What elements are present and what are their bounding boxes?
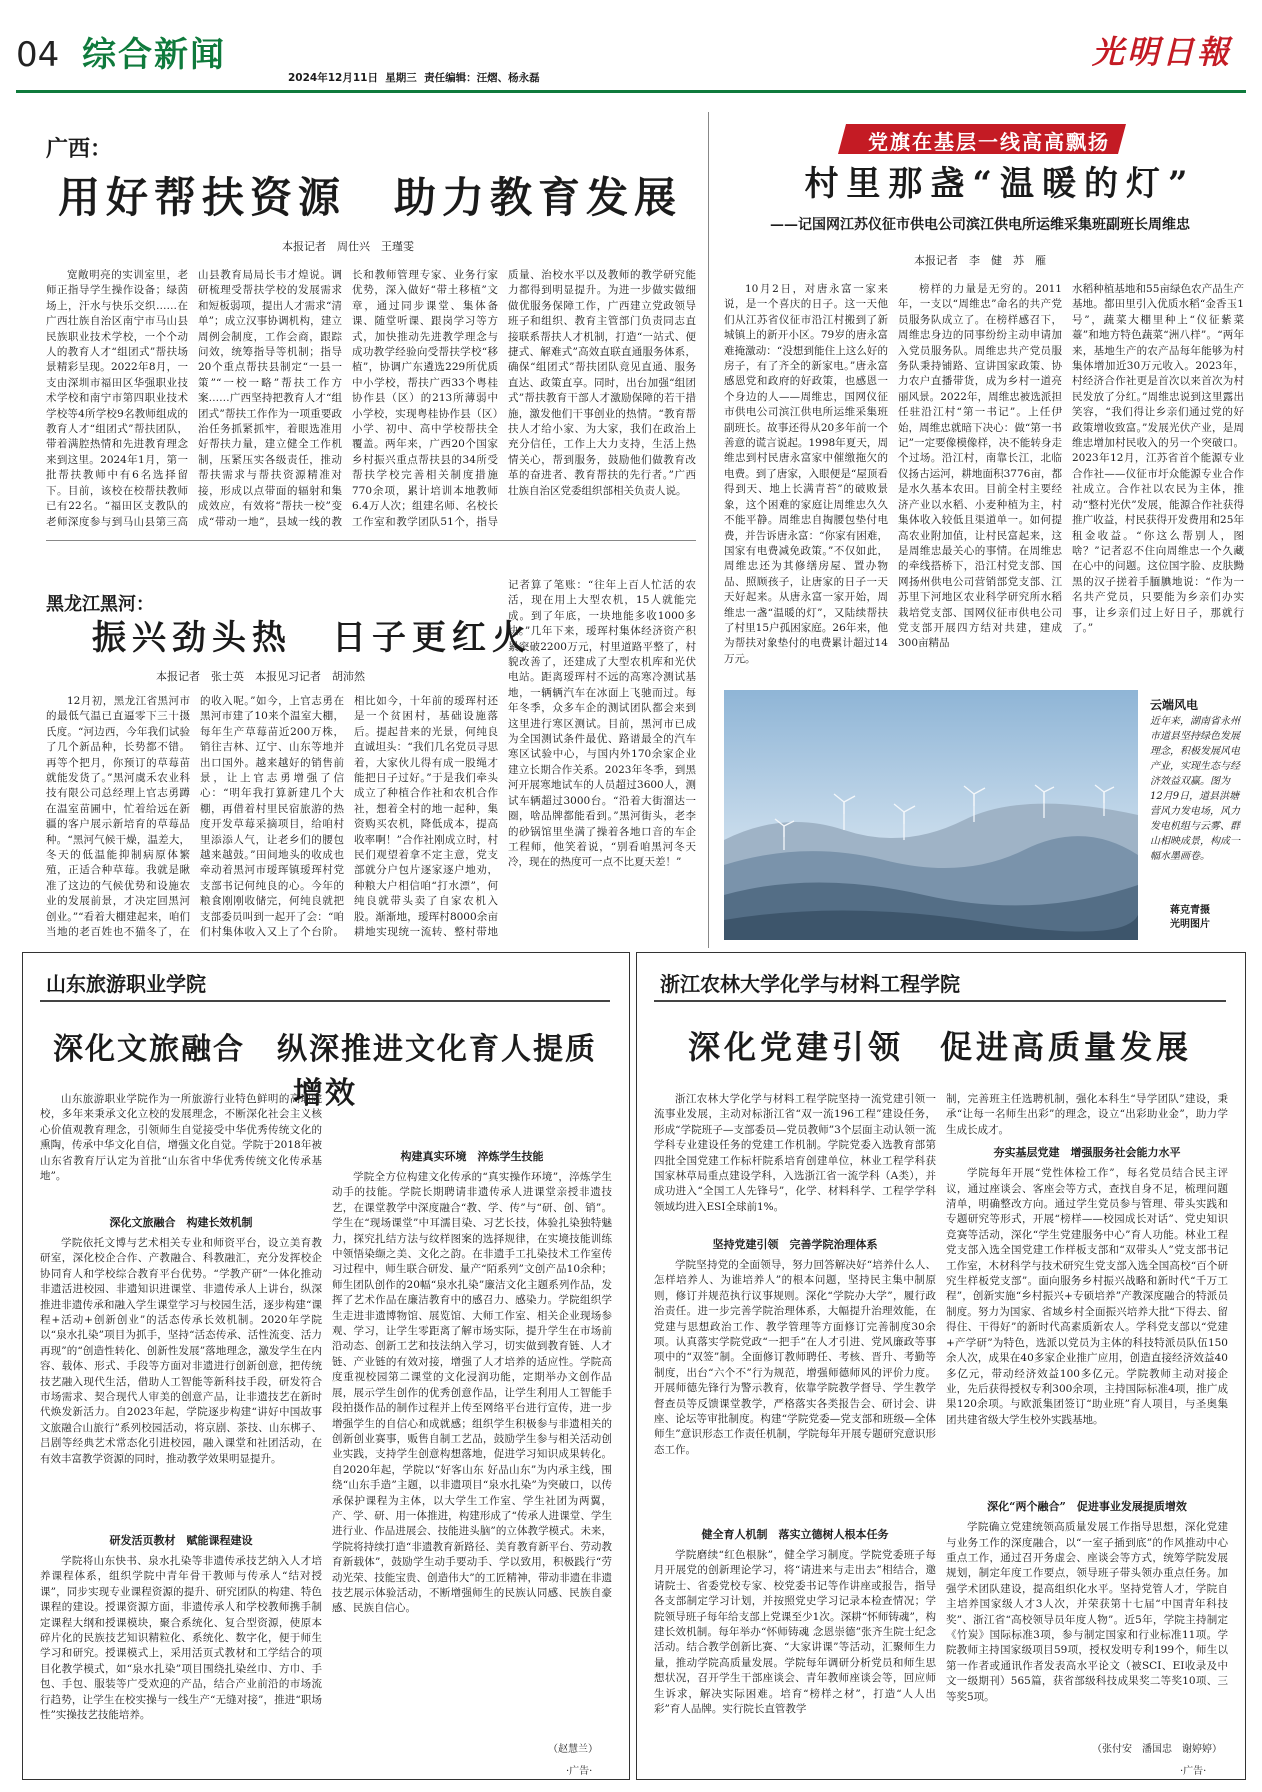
weekday: 星期三 bbox=[385, 72, 417, 84]
zj-col-2 bbox=[946, 1092, 1228, 1752]
hlj-col-3: 相比如今，十年前的瑷珲村还是一个贫困村，基础设施落后。提起昔来的光景，何纯良直诚坦头：“我们几名党员寻思着，大家伙儿得有成一股绳才能把日子过好。”于是我们牵头成立了种植合作社和农机合作社，想着全村的地一起种，集资购买农机，降低成本，提高收率啊！”合作社刚成立时，村民们观望着拿不定主意，党支部就分户包片逐家逐户地劝，种粮大户相信咱“打水漂”，何纯良就带头卖了自家农机入股。渐渐地，瑷珲村8000余亩耕地实现统一流转、整村带地 bbox=[354, 695, 498, 939]
gx-kicker: 广西： bbox=[46, 136, 113, 162]
zj-p2: 学院磨续“红色根脉”，健全学习制度。学院党委班子每月开展党的创新理论学习，将“请进来与走出去”相结合，邀请院士、省委党校专家、校党委书记等作讲座或报告，指导各支部制定学习计划，并按照党史学习记录本检查情况；学院领导班子每年给支部上党课至少1次。深耕“怀师铸魂”，构建长效机制。每年举办“怀师铸魂 念恩崇德”张齐生院士纪念活动。结合教学创新比赛、“大家讲课”等活动，汇聚师生力量，推动学院高质量发展。学院每年调研分析党员和师生思想状况，召开学生干部座谈会、青年教师座谈会等，回应师生诉求，解决实际困难。培育“榜样之材”，打造“人人出彩”育人品牌。实行院长直管教学 bbox=[654, 1549, 936, 1716]
cun-subtitle: ——记国网江苏仪征市供电公司滨江供电所运维采集班副班长周维忠 bbox=[770, 217, 1190, 233]
zj-h1: 坚持党建引领 完善学院治理体系 bbox=[712, 1238, 878, 1251]
sd-org: 山东旅游职业学院 bbox=[46, 972, 206, 996]
sd-intro: 山东旅游职业学院作为一所旅游行业特色鲜明的高职院校，多年来秉承文化立校的发展理念，不断深化社会主义核心价值观教育理念，引领师生自觉接受中华优秀传统文化的熏陶，传承中华文化自信，增强文化自觉。学院于2018年被山东省教育厅认定为首批“山东省中华优秀传统文化传承基地”。 bbox=[40, 1093, 322, 1183]
cun-col-3: 水稻种植基地和55亩绿色农产品生产基地。都田里引入优质水稻“金香玉1号”，蔬菜大棚里种上“仪征紫菜薹”和地方特色蔬菜“洲八样”。“两年来，基地生产的农产品每年能够为村集体增加近30万元收入。2023年，村经济合作社更是首次以来首次为村民发放了分红。”周维忠说到这里露出笑容，“我们得让乡亲们通过党的好政策增收致富。”发展光伏产业，是周维忠增加村民收入的另一个突破口。2023年12月，江苏省首个能源专业合作社——仪征市圩众能源专业合作社成立。合作社以农民为主体，推动“整村光伏”发展，能源合作社获得推广收益，村民获得开发费用和25年租金收益。“你这么帮别人，图啥？”记者忍不住向周维忠一个久藏在心中的问题。这位国字脸、皮肤黝黑的汉子搓着手腼腆地说：“作为一名共产党员，只要能为乡亲们办实事，让乡亲们过上好日子，那就行了。” bbox=[1072, 283, 1244, 634]
landscape-image bbox=[724, 690, 1138, 940]
sd-rule bbox=[40, 1000, 610, 1002]
zj-author: （张付安 潘国忠 谢婷婷） bbox=[1092, 1744, 1222, 1755]
hlj-col-1: 12月初，黑龙江省黑河市的最低气温已直逼零下三十摄氏度。“河边西，今年我们试验了几个新品种，长势都不错。再等个把月，你预订的草莓苗就能发货了。”黑河虞禾农业科技有限公司总经理上官志勇蹲在温室苗圃中，忙着给远在新疆的客户展示新培育的草莓品种。“黑河气候干燥，温差大，冬天的低温能抑制病原体繁殖，正适合种草莓。我就是瞅准了这边的气候优势和设施农业的发展前景，才决定回黑河创业。”“看着大棚建起来，咱们当地的老百姓也不猫冬了，在 bbox=[46, 695, 190, 939]
sd-author: （赵慧兰） bbox=[548, 1744, 598, 1755]
masthead-rule bbox=[16, 90, 1246, 93]
hlj-byline: 本报记者 张士英 本报见习记者 胡沛然 bbox=[156, 670, 365, 683]
zj-p4: 学院确立党建统领高质量发展工作指导思想，深化党建与业务工作的深度融合，以“一室子插到底”的作风推动中心重点工作，通过召开务虚会、座谈会等方式，统筹学院发展规划，制定年度工作要点，领导班子带头领办重点任务。加强学术团队建设，提高组织化水平。坚持党管人才，学院自主培养国家级人才3人次，并荣获第十七届“中国青年科技奖”、浙江省“高校领导员年度人物”。近5年，学院主持制定《竹炭》国际标准3项，参与制定国家和行业标准11项。学院教师主持国家级项目59项，授权发明专利199个，师生以第一作者或通讯作者发表高水平论文（被SCI、EI收录及中文一级期刊）565篇，获省部级科技成果奖二等奖10项、三等奖5项。 bbox=[946, 1521, 1228, 1703]
sd-h1: 深化文旅融合 构建长效机制 bbox=[109, 1216, 253, 1229]
sd-p3: 学院全方位构建文化传承的“真实操作环境”，淬炼学生动手的技能。学院长期聘请非遗传承人进课堂亲授非遗技艺，在课堂教学中深度融合“教、学、传”与“研、创、销”。学生在“现场课堂”中耳濡目染、习艺长技，体验扎染独特魅力，探究扎结方法与纹样图案的选择规律，在实境技能训练中领悟染缬之美、文化之韵。在非遗手工扎染技术工作室传习过程中，师生联合研发、量产“陌系列”文创产品10余种；师生团队创作的20幅“泉水扎染”廉洁文化主题系列作品，发挥了艺术作品在廉洁教育中的感召力、感染力。学院组织学生走进非遗博物馆、展览馆、大师工作室、相关企业现场参观、学习，让学生零距离了解市场实际，提升学生在市场前沿动态、创新工艺和技法纳入学习，切实做到教育链、人才链、产业链的有效对接，增强了人才培养的适应性。学院高度重视校园第二课堂的文化浸润功能，定期举办文创作品展，展示学生创作的优秀创意作品，让学生利用人工智能手段拍摄作品的制作过程并上传至网络平台进行宣传，进一步增强学生的自信心和成就感；组织学生积极参与非遗相关的创新创业赛事，贩售自制工艺品，鼓励学生参与相关活动创业实践，支持学生创意构想落地，促进学习知识成果转化。自2020年起，学院以“好客山东 好品山东”为内承主线，围绕“山东手造”主题，以非遗项目“泉水扎染”为突破口，以传承保护课程为主体，以大学生工作室、学生社团为两翼，产、学、研、用一体推进，构建形成了“传承人进课堂、学生进行业、作品进展会、技能进头脑”的立体教学模式。未来，学院将持续打造“非遗教育新路径、美育教育新平台、劳动教育新载体”，鼓励学生动手要动手、学以致用，积极践行“劳动光荣、技能宝贵、创造伟大”的工匠精神，带动非遗在非遗技艺展示体验活动，不断增强师生的民族认同感、民族自豪感、民族自信心。 bbox=[332, 1171, 612, 1615]
wind-farm-photo bbox=[724, 690, 1138, 940]
zj-h4: 深化“两个融合” 促进事业发展提质增效 bbox=[987, 1500, 1187, 1514]
zj-ad-label: ·广告· bbox=[1180, 1766, 1207, 1777]
hlj-title: 振兴劲头热 日子更红火 bbox=[92, 618, 532, 658]
banner-text: 党旗在基层一线高高飘扬 bbox=[868, 130, 1110, 154]
issue-date bbox=[288, 70, 540, 85]
sd-p2: 学院将山东快书、泉水扎染等非遗传承技艺纳入人才培养课程体系，组织学院中青年骨干教师与传承人“结对授课”，同步实现专业课程资源的提升、研究团队的构建、特色课程的建设。授课资源方面，非遗传承人和学校教师携手制定课程大纲和授课模块，聚合系统化、复合型资源，使原本碎片化的民族技艺知识精粒化、系统化、数字化，便于师生学习和研究。授课模式上，采用活页式教材和工学结合的项目化教学模式，如“泉水扎染”项目围绕扎染丝巾、方巾、手包、手包、服装等广受欢迎的产品，结合产业前沿的市场流行趋势，让学生在校实操与一线生产“无缝对接”，推进“职场性”实操技艺技能培养。 bbox=[40, 1555, 322, 1722]
cun-title: 村里那盏“温暖的灯” bbox=[804, 164, 1196, 204]
zj-p2b: 制，完善班主任选聘机制，强化本科生“导学团队”建设，秉承“让每一名师生出彩”的理念，设立“出彩助业金”，助力学生成长成才。 bbox=[946, 1093, 1228, 1136]
sd-p1: 学院依托文博与艺术相关专业和师资平台，设立美育教研室，深化校企合作、产教融合、科教融汇，充分发挥校企协同育人和学校综合教育平台优势。“学教产研”一体化推动非遗活进校园、非遗知识进课堂、非遗传承人上讲台，纵深推进非遗传承和融入学生课堂学习与校园生活，逐步构建“课程+活动+创新创业”的活态传承长效机制。2020年学院以“泉水扎染”项目为抓手，坚持“活态传承、活性流变、活力再现”的“创造性转化、创新性发展”落地理念，激发学生在内容、载体、形式、手段等方面对非遗进行创新创意，把传统技艺融入现代生活，借助人工智能等新科技手段，研发符合市场需求、契合现代人审美的创意产品，让非遗技艺在新时代焕发新活力。自2023年起，学院逐步构建“讲好中国故事 文旅融合山旅行”系列校园活动，将京剧、茶技、山东梆子、吕剧等经典艺术常态化引进校园，融入课堂和社团活动，在有效丰富教学资源的同时，推动教学效果明显提升。 bbox=[40, 1237, 322, 1465]
paper-logo: 光明日報 bbox=[1092, 33, 1233, 71]
gx-col-3: 长和教师管理专家、业务行家优势，深入做好“带土移植”文章，通过同步课堂、集体备课、随堂听课、跟岗学习等方式，加快推动先进教学理念与成功教学经验向受帮扶学校“移植”，协调广东遴选229所优质中小学校，帮扶广西33个粤桂协作县（区）的213所薄弱中小学校，实现粤桂协作县（区）小学、初中、高中学校帮扶全覆盖。两年来，广西20个国家乡村振兴重点帮扶县的34所受帮扶学校完善相关制度措施770余项，累计培训本地教师6.4万人次；组建名师、名校长工作室和教学团队51个，指导 bbox=[352, 269, 498, 528]
gx-byline: 本报记者 周仕兴 王瑾雯 bbox=[282, 240, 414, 253]
cun-col-1: 10月2日，对唐永富一家来说，是一个喜庆的日子。这一天他们从江苏省仪征市沿江村搬到了新城镇上的新开小区。79岁的唐永富难掩激动：“没想到能住上这么好的房子，有了齐全的新家电。”唐永富感恩党和政府的好政策，也感恩一个身边的人——周维忠，国网仪征市供电公司滨江供电所运维采集班副班长。故事还得从20多年前一个善意的谎言说起。1998年夏天，周维忠到村民唐永富家中催缴拖欠的电费。到了唐家，入眼便是“屋顶看得到天、地上长满青苔”的破败景象，这个困难的家庭让周维忠久久不能平静。周维忠自掏腰包垫付电费，并告诉唐永富：“你家有困难，国家有电费减免政策。”不仅如此，周维忠还为其修缮房屋、置办物品、照顾孩子，让唐家的日子一天天好起来。从唐永富一家开始，周维忠一盏“温暖的灯”，又陆续帮扶了村里15户孤困家庭。26年来，他为帮扶对象垫付的电费累计超过14万元。 bbox=[724, 283, 888, 665]
zj-intro: 浙江农林大学化学与材料工程学院坚持一流党建引领一流事业发展，主动对标浙江省“双一流196工程”建设任务，形成“学院班子—支部委员—党员教师”3个层面主动认领一流学科专业建设任务的党建工作机制。学院党委入选教育部第四批全国党建工作标杆院系培育创建单位，林业工程学科获国家林草局重点建设学科，入选浙江省一流学科（A类），并成功进入“全国工人先锋号”，化学、材料科学、工程学学科领域均进入ESI全球前1%。 bbox=[654, 1093, 936, 1213]
sd-col-1 bbox=[40, 1208, 322, 1768]
sd-ad-label: ·广告· bbox=[566, 1766, 593, 1777]
zj-title: 深化党建引领 促进高质量发展 bbox=[687, 1028, 1192, 1066]
photo-title: 云端风电 bbox=[1150, 698, 1199, 712]
sd-col-2 bbox=[332, 1092, 612, 1752]
date: 2024年12月11日 bbox=[288, 72, 378, 84]
cun-banner bbox=[836, 122, 1136, 156]
zj-p3: 学院每年开展“党性体检工作”，每名党员结合民主评议，通过座谈会、客座会等方式，查找自身不足，梳理问题清单，明确整改方向。通过学生党员参与管理、带头实践和专题研究等形式，开展“榜样——校园成长对话”、党史知识竞赛等活动，深化“学生党建服务中心”育人功能。林业工程党支部入选全国党建工作样板支部和“双带头人”党支部书记工作室，木材科学与技术研究生党支部入选全国高校“百个研究生样板党支部”。面向服务乡村振兴战略和新时代“千万工程”，创新实施“乡村振兴+专硕培养”产教深度融合的特派员制度。努力为国家、省域乡村全面振兴培养大批“下得去、留得住、干得好”的新时代高素质新农人。学科党支部以“党建+产学研”为特色，选派以党员为主体的科技特派员队伍150余人次，成果在40多家企业推广应用，创造直接经济效益40多亿元，带动经济效益100多亿元。学院教师主动对接企业，先后获得授权专利300余项，主持国际标准4项，推广成果120余项。与欧派集团签订“助业班”育人项目，与圣奥集团共建省级大学生校外实践基地。 bbox=[946, 1167, 1228, 1426]
hlj-col-2: 的收入呢。”如今，上官志勇在黑河市建了10来个温室大棚，每年生产草莓苗近200万株，销往吉林、辽宁、山东等地并出口国外。越来越好的销售前景，让上官志勇增强了信心：“明年我打算新建几个大棚，再借着村里民宿旅游的热度开发草莓采摘项目，给咱村里添添人气，让老乡们的腰包越来越鼓。”田间地头的收成也牵动着黑河市瑷珲镇瑷珲村党支部书记何纯良的心。今年的粮食刚刚收储完，何纯良就把支部委员叫到一起开了会：“咱们村集体收入又上了个台阶。 bbox=[200, 695, 344, 939]
zj-p1: 学院坚持党的全面领导，努力回答解决好“培养什么人、怎样培养人、为谁培养人”的根本问题，坚持民主集中制原则，修订并规范执行议事规则。深化“学院办大学”，履行政治责任。进一步完善学院治理体系，大幅提升治理效能，在党建与思想政治工作、教学管理等方面修订完善制度30余项。认真落实学院党政“一把手”在人才引进、党风廉政等事项中的“双签”制。全面修订教师聘任、考核、晋升、考勤等制度，出台“六个不”行为规范，增强师德师风的评价力度。开展师德先锋行为警示教育，依靠学院教学督导、学生教学督查员等反馈课堂教学，严格落实各类报告会、研讨会、讲座、论坛等审批制度。构建“学院党委—党支部和班级—全体师生”意识形态工作责任机制，学院每年开展专题研究意识形态工作。 bbox=[654, 1259, 936, 1456]
cun-byline: 本报记者 李 健 苏 雁 bbox=[914, 254, 1046, 267]
zj-h3: 夯实基层党建 增强服务社会能力水平 bbox=[993, 1146, 1181, 1160]
zj-col-1 bbox=[654, 1092, 936, 1762]
zj-rule bbox=[654, 1000, 1226, 1002]
editors: 责任编辑：汪熠、杨永磊 bbox=[424, 72, 540, 84]
sd-title: 深化文旅融合 纵深推进文化育人提质增效 bbox=[53, 1032, 597, 1111]
divider-gx bbox=[46, 540, 696, 541]
gx-title: 用好帮扶资源 助力教育发展 bbox=[58, 173, 683, 222]
section-name: 综合新闻 bbox=[82, 35, 226, 75]
vertical-rule bbox=[708, 112, 709, 948]
photo-caption: 近年来，湖南省永州市道县坚持绿色发展理念，积极发展风电产业，实现生态与经济效益双赢。图为12月9日，道县洪塘营风力发电场，风力发电机组与云雾、群山相映成景，构成一幅水墨画卷。 bbox=[1150, 716, 1240, 862]
photo-credit: 蒋克青摄 光明图片 bbox=[1170, 905, 1210, 930]
cun-col-2: 榜样的力量是无穷的。2011年，一支以“周维忠”命名的共产党员服务队成立了。在榜样感召下，周维忠身边的同事纷纷主动申请加入党员服务队。周维忠共产党员服务队秉持铺路、宣讲国家政策、协力农户直播带货，成为乡村一道亮丽风景。2022年，周维忠被选派担任驻沿江村“第一书记”。上任伊始，周维忠就暗下决心：做“第一书记”一定要像模像样，决不能转身走个过场。沿江村，南靠长江，北临仪扬古运河，耕地面积3776亩，都是水久基本农田。目前全村主要经济产业以水稻、小麦种植为主，村集体收入较低且渠道单一。如何提高农业附加值，让村民富起来，这是周维忠最关心的事情。在周维忠的牵线搭桥下，沿江村党支部、国网扬州供电公司营销部党支部、江苏里下河地区农业科学研究所水稻栽培党支部、国网仪征市供电公司党支部开展四方结对共建，建成300亩精品 bbox=[898, 283, 1062, 650]
hlj-kicker: 黑龙江黑河： bbox=[46, 594, 154, 615]
zj-h2: 健全育人机制 落实立德树人根本任务 bbox=[701, 1528, 889, 1541]
page-number: 04 bbox=[16, 35, 60, 75]
zj-org: 浙江农林大学化学与材料工程学院 bbox=[660, 972, 960, 996]
gx-col-2: 山县教育局局长韦才煌说。调研梳理受帮扶学校的发展需求和短板弱项，提出人才需求“清单”；成立汉事协调机构，建立周例会制度，工作会商，跟踪问效，统筹指导等机制；指导20个重点帮扶县制定“一县一策”“一校一略”帮扶工作方案……广西坚持把教育人才“组团式”帮扶工作作为一项重要政治任务抓紧抓牢，着眼选准用好帮扶力量，建立健全工作机制，压紧压实各级责任，推动帮扶需求与帮扶资源精准对接，形成以点带面的辐射和集成效应，有效将“帮扶一校”变成“带动一地”，县域一线的教 bbox=[198, 269, 342, 528]
sd-h2: 研发活页教材 赋能课程建设 bbox=[109, 1534, 253, 1547]
hlj-col-4: 记者算了笔账：“往年上百人忙活的农活，现在用上大型农机，15人就能完成。到了年底，一块地能多收1000多块。”几年下来，瑷珲村集体经济资产积累突破2200万元，村里道路平整了，村貌改善了，还建成了大型农机库和光伏电站。距离瑷珲村不远的高寒冷测试基地，一辆辆汽车在冰面上飞驰而过。每年冬季，众多车企的测试团队都会来到这里进行寒区测试。目前，黑河市已成为全国测试条件最优、路谱最全的汽车寒区试验中心，与国内外170余家企业建立长期合作关系。2023年冬季，到黑河开展寒地试车的人员超过3600人，测试车辆超过3000台。“沿着大街溜达一圈，啥品牌都能看到。”黑河街头，老李的砂锅馆里坐满了操着各地口音的车企工程师，他笑着说，“别看咱黑河冬天冷，现在的热度可一点不比夏天差！” bbox=[508, 579, 696, 869]
masthead bbox=[0, 0, 1262, 90]
sd-h3: 构建真实环境 淬炼学生技能 bbox=[400, 1150, 544, 1163]
gx-col-1: 宽敞明亮的实训室里，老师正指导学生操作设备；绿茵场上，汗水与快乐交织……在广西壮族自治区南宁市马山县民族职业技术学校，一个个动人的教育人才“组团式”帮扶场景精彩呈现。2022年8月，一支由深圳市福田区华强职业技术学校和南宁市第四职业技术学校等4所学校9名教师组成的教育人才“组团式”帮扶团队，带着满腔热情和先进教育理念来到这里。2024年1月，第一批帮扶教师中有6名选择留下。目前，该校在校帮扶教师已有22名。“福田区支教队的老师深度参与到马山县第三高 bbox=[46, 269, 188, 528]
gx-col-4: 质量、治校水平以及教师的教学研究能力都得到明显提升。为进一步做实做细做优服务保障工作，广西建立党政领导班子和组织、教育主管部门负责同志直接联系帮扶人才机制，打造“一站式、便捷式、解难式”高效直联直通服务体系，确保“组团式”帮扶团队竟见直通、服务直达、政策直享。同时，出台加强“组团式”帮扶教育干部人才激励保障的若干措施，激发他们干事创业的热情。“教育帮扶人才给小家、为大家，我们在政治上充分信任，工作上大力支持，生活上热情关心，帮到服务，鼓励他们做教育改革的奋进者、教育帮扶的先行者。”广西壮族自治区党委组织部相关负责人说。 bbox=[508, 269, 696, 497]
